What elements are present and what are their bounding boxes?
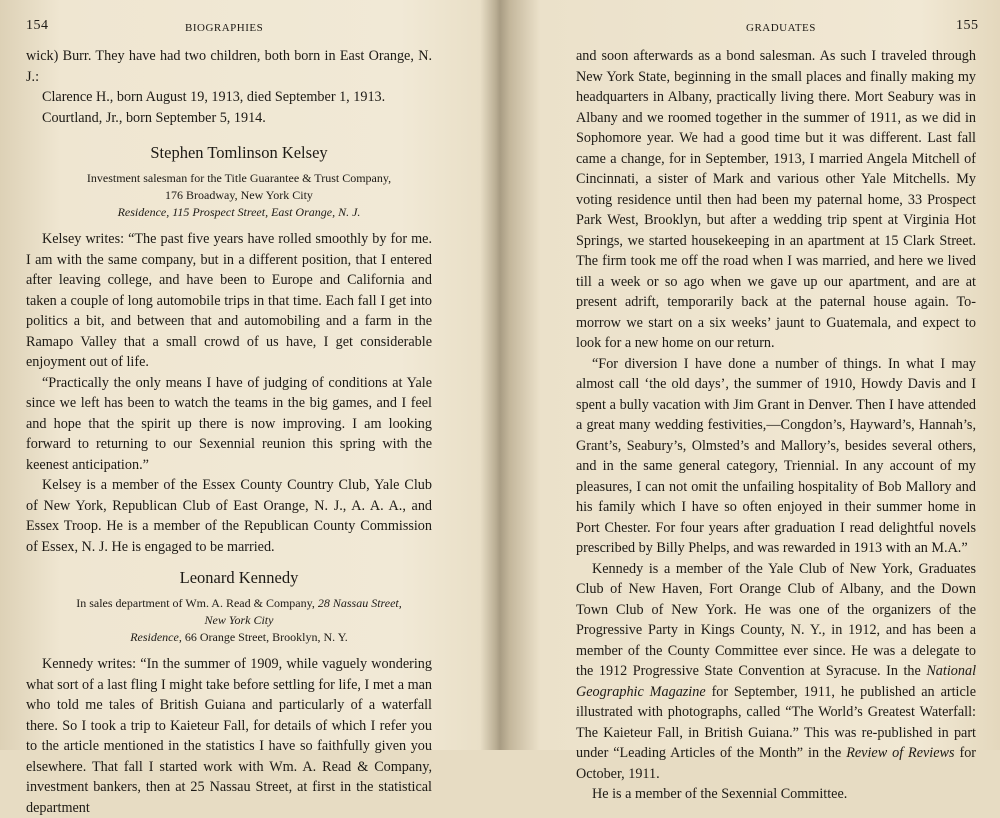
intro-line: wick) Burr. They have had two children, both born in East Orange, N. J.: [26,48,432,85]
entry-name: Leonard Kennedy [179,568,299,587]
paragraph: and soon afterwards as a bond salesman. As such I traveled through New York State, beginning in the small places and finally making my headquarters in Albany, practically living there. Mort Seabury was in Albany and we roomed together in the summer of 1911, as we did in Sophomore year. We had a good time but it was different. Last fall came a change, for in September, 1913, I married Angela Mitchell of Cincinnati, a sister of Mark and various other Yale Mitchells. My voting residence until then had been my paternal home, 33 Prospect Park West, Brooklyn, but after a wedding trip spent at Virginia Hot Springs, we started housekeeping in an apartment at 15 Clark Street. The firm took me off the road when I was married, and here we lived till a week or so ago when we gave up our apartment, and are at present adrift, temporarily back at the paternal house again. To-morrow we start on a six weeks’ jaunt to Guatemala, and expect to look for a new home on our return. [576,48,976,351]
left-body [26,46,432,818]
left-page [0,0,500,816]
entry-city: New York City [204,613,274,627]
entry-name: Stephen Tomlinson Kelsey [150,143,328,162]
paragraph: “Practically the only means I have of judging of conditions at Yale since we left has been to watch the teams in the big games, and I feel and hope that the spirit up there is now improving. I am looking forward to returning to our Sexennial reunion this spring with the keenest anticipation.” [26,374,432,473]
magazine-title: Review of Reviews [846,745,955,761]
entry-occupation: Investment salesman for the Title Guarantee & Trust Company, [86,171,392,185]
right-body [576,46,976,805]
paragraph-text: for October, 1911. [576,745,977,782]
running-head: GRADUATES [746,22,816,34]
paragraph [576,559,976,785]
paragraph: “For diversion I have done a number of things. In what I may almost call ‘the old days’, the summer of 1910, Howdy Davis and I spent a bully vacation with Jim Grant in Denver. Then I have attended a great many wedding festivities,—Congdon’s, Hayward’s, Hannah’s, Grant’s, Seabury’s, Olmsted’s and Mallory’s, besides several others, and in the same general category, Triennial. In any account of my pleasures, I can not omit the unfailing hospitality of Bob Mallory and his family which I have so often enjoyed in their summer home in Port Chester. For four years after graduation I read delightful novels prescribed by Billy Phelps, and was rewarded in 1913 with an M.A.” [576,355,976,556]
list-item: Clarence H., born August 19, 1913, died September 1, 1913. [42,89,386,105]
page-number: 155 [956,18,979,33]
magazine-title: National Geographic Magazine [576,663,977,700]
entry-residence [46,629,432,646]
paragraph: Kennedy writes: “In the summer of 1909, while vaguely wondering what sort of a last fling I might take before settling for life, I met a man who told me tales of British Guiana and particularly of a waterfall there. So I took a trip to Kaieteur Fall, for details of which I refer you to the article mentioned in the statistics I have so faithfully given you elsewhere. That fall I started work with Wm. A. Read & Company, investment bankers, then at 25 Nassau Street, at first in the statistical department [26,656,432,816]
residence-label: Residence, [130,630,182,644]
running-head: BIOGRAPHIES [185,22,264,34]
paragraph: He is a member of the Sexennial Committee. [592,786,848,802]
occupation-address: 28 Nassau Street, [317,596,402,610]
entry-residence: Residence, 115 Prospect Street, East Orange, N. J. [117,205,361,219]
list-item: Courtland, Jr., born September 5, 1914. [42,109,266,126]
paragraph-text: Kennedy is a member of the Yale Club of New York, Graduates Club of New Haven, Fort Orange Club of Albany, and the Down Town Club of New York. He was one of the organizers of the Progressive Party in Kings County, N. Y., in 1912, and has been a member of the County Committee ever since. He was a delegate to the 1912 Progressive State Convention at Syracuse. In the [576,560,976,679]
right-page [500,0,1000,802]
paragraph-text: for September, 1911, he published an article illustrated with photographs, called “The World’s Greatest Waterfall: The Kaieteur Fall, in British Guiana.” This was re-published in part under “Leading Articles of the Month” in the [576,683,977,761]
paragraph: Kelsey is a member of the Essex County Country Club, Yale Club of New York, Republican Club of East Orange, N. J., A. A. A., and Essex Troop. He is a member of the Republican County Commission of Essex, N. J. He is engaged to be married. [26,477,432,555]
children-list [26,87,432,128]
entry-address: 176 Broadway, New York City [165,188,313,202]
paragraph: Kelsey writes: “The past five years have rolled smoothly by for me. I am with the same company, but in a different position, that I entered after leaving college, and have been to Europe and California and taken a couple of long automobile trips in that time. Each fall I get into politics a bit, and between that and automobiling and a farm in the Ramapo Valley that a small crowd of us have, I get considerable enjoyment out of life. [26,231,432,370]
entry-occupation [46,595,432,612]
occupation-text: In sales department of Wm. A. Read & Company, [76,596,315,610]
residence-value: 66 Orange Street, Brooklyn, N. Y. [184,630,348,644]
page-number: 154 [26,18,49,33]
